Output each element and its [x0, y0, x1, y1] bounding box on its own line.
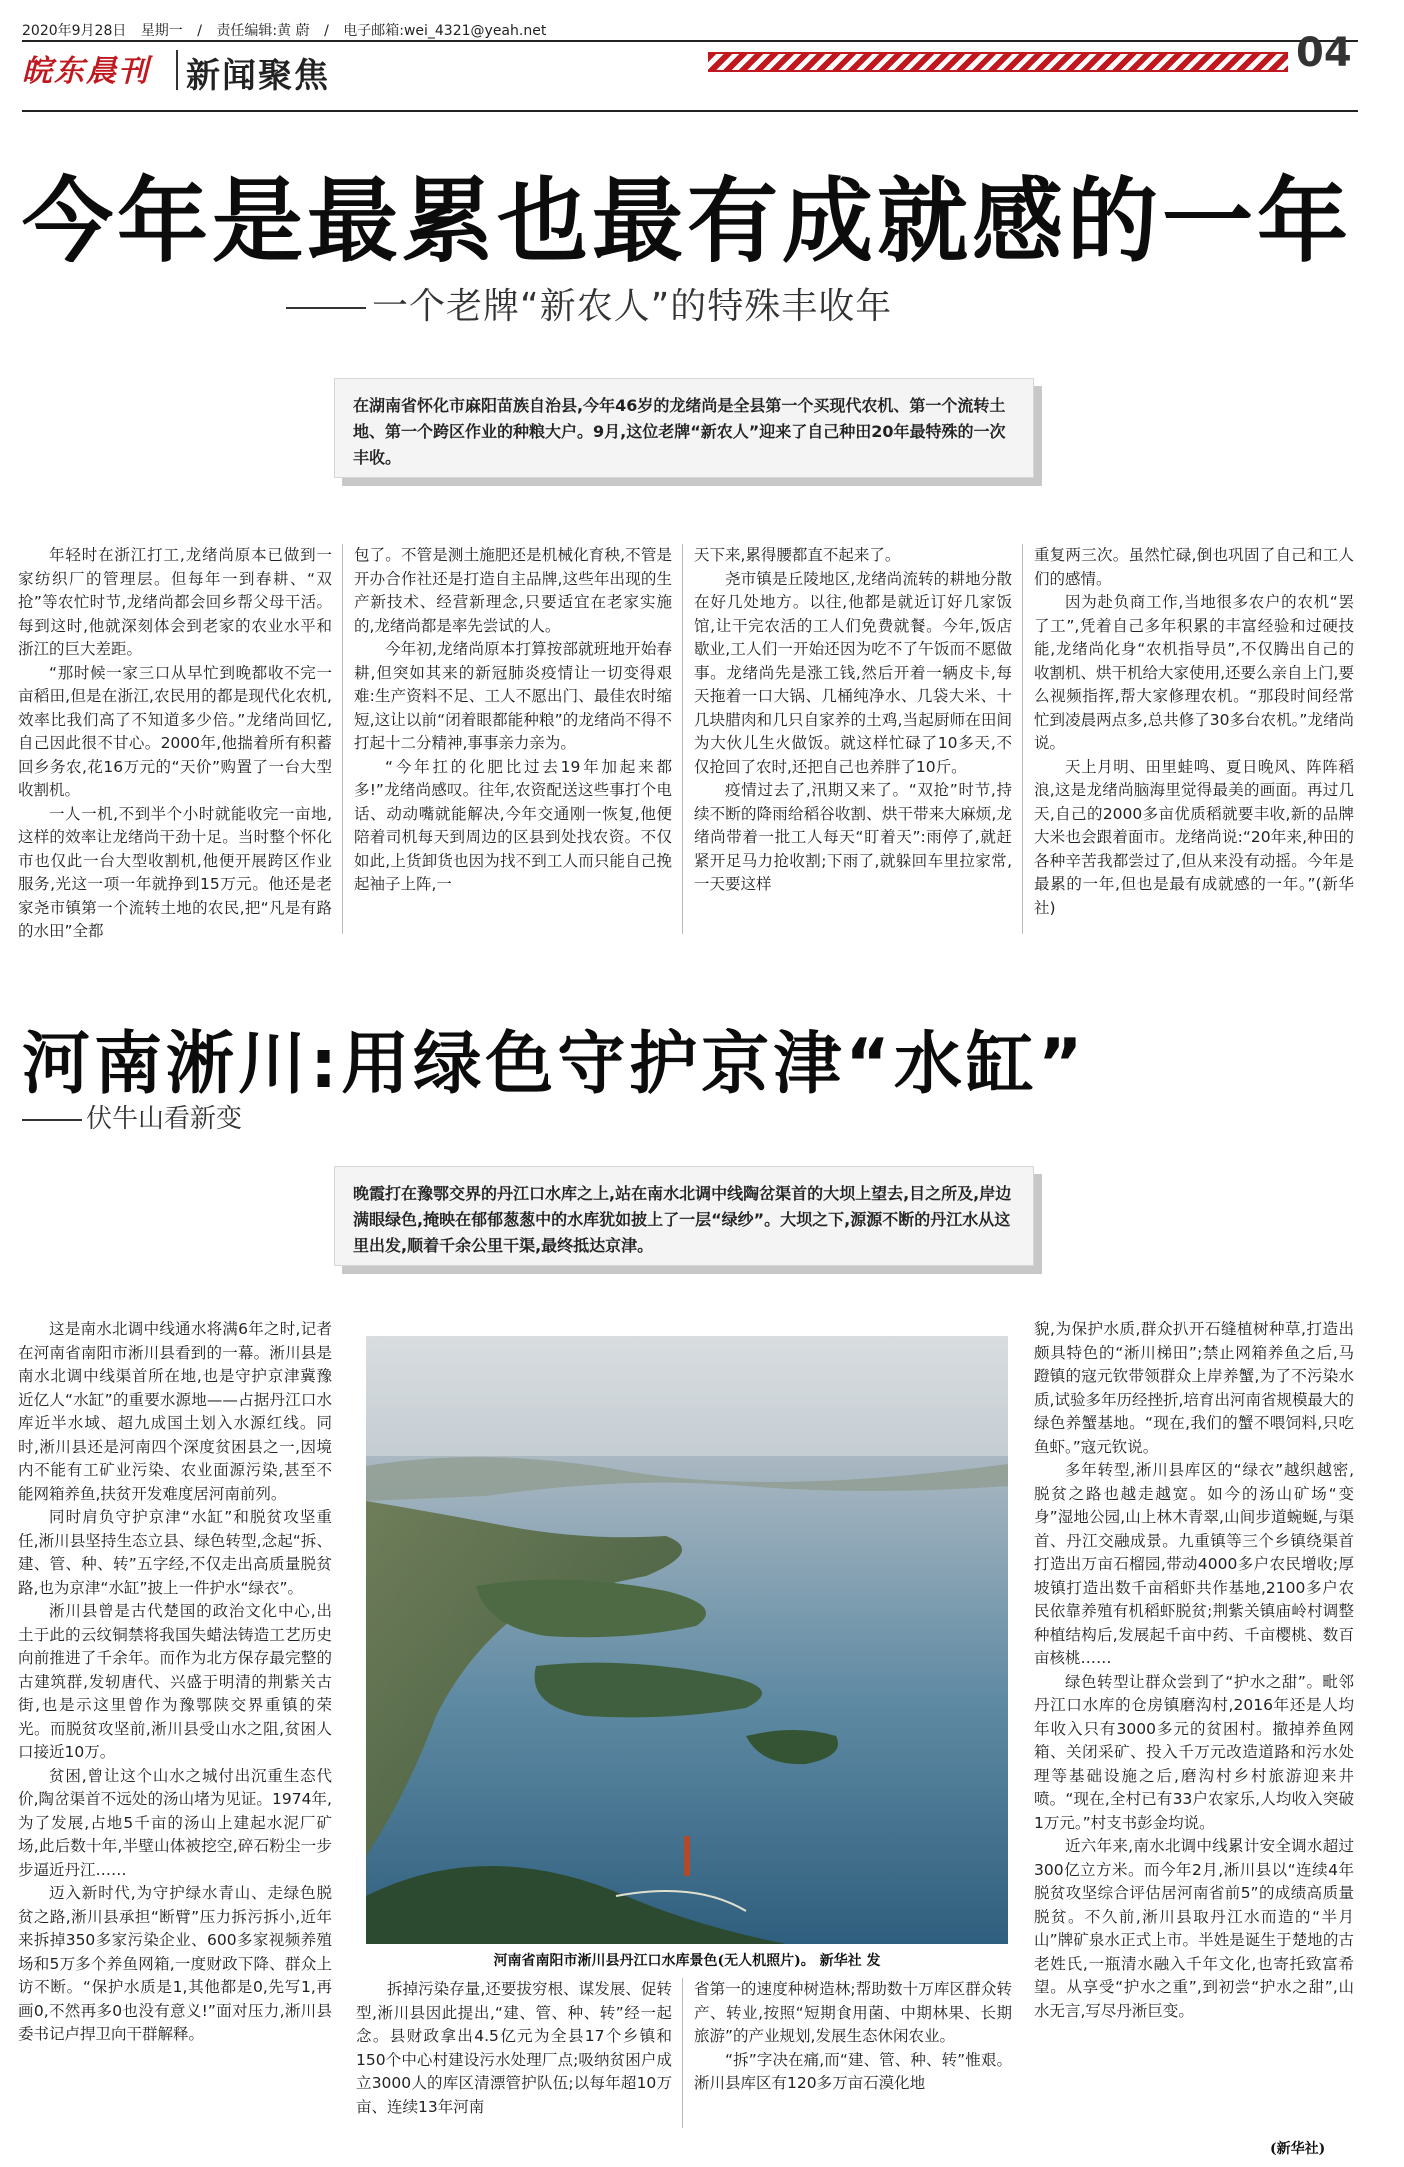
paragraph: 尧市镇是丘陵地区,龙绪尚流转的耕地分散在好几处地方。以往,他都是就近订好几家饭馆,让干完农活的工人们免费就餐。今年,饭店歇业,工人们一开始还因为吃不了午饭而不愿做事。龙绪尚先是涨工钱,然后开着一辆皮卡,每天拖着一口大锅、几桶纯净水、几袋大米、十几块腊肉和几只自家养的土鸡,当起厨师在田间为大伙儿生火做饭。就这样忙碌了10多天,不仅抢回了农时,还把自己也养胖了10斤。: [694, 569, 1012, 776]
article1-column-1: [18, 544, 332, 939]
article1-column-3: [694, 544, 1012, 939]
paragraph: 因为赴负商工作,当地很多农户的农机“罢了工”,凭着自己多年积累的丰富经验和过硬技能,龙绪尚化身“农机指导员”,不仅腾出自己的收割机、烘干机给大家使用,还要么亲自上门,要么视频指挥,帮大家修理农机。“那段时间经常忙到凌晨两点多,总共修了30多台农机。”龙绪尚说。: [1034, 593, 1354, 752]
paragraph: “那时候一家三口从早忙到晚都收不完一亩稻田,但是在浙江,农民用的都是现代化农机,效率比我们高了不知道多少倍。”龙绪尚回忆,自己因此很不甘心。2000年,他揣着所有积蓄回乡务农,花16万元的“天价”购置了一台大型收割机。: [18, 663, 332, 799]
paragraph: “拆”字决在痛,而“建、管、种、转”惟艰。淅川县库区有120多万亩石漠化地: [694, 2050, 1012, 2092]
dash-decoration: [286, 307, 366, 309]
paragraph: 一人一机,不到半个小时就能收完一亩地,这样的效率让龙绪尚干劲十足。当时整个怀化市也仅此一台大型收割机,他便开展跨区作业服务,光这一项一年就挣到15万元。他还是老家尧市镇第一个流转土地的农民,把“凡是有路的水田”全都: [18, 804, 332, 939]
header-top-rule: [22, 40, 1358, 42]
editor-credit: 责任编辑:黄 蔚: [216, 23, 310, 39]
article2-column-4: [1034, 1318, 1354, 2133]
page-number: 04: [1296, 30, 1352, 76]
header-bottom-rule: [22, 110, 1358, 112]
paragraph: 今年初,龙绪尚原本打算按部就班地开始春耕,但突如其来的新冠肺炎疫情让一切变得艰难:生产资料不足、工人不愿出门、最佳农时缩短,这让以前“闭着眼都能种粮”的龙绪尚不得不打起十二分精神,事事亲力亲为。: [354, 640, 672, 752]
photo-caption: 河南省南阳市淅川县丹江口水库景色(无人机照片)。 新华社 发: [493, 1953, 881, 1969]
masthead-info: [22, 20, 556, 40]
photo-sky: [366, 1336, 1008, 1466]
paragraph: 迈入新时代,为守护绿水青山、走绿色脱贫之路,淅川县承担“断臂”压力拆污拆小,近年来拆掉350多家污染企业、600多家视频养殖场和5万多个养鱼网箱,一度财政下降、群众上访不断。“保护水质是1,其他都是0,先写1,再画0,不然再多0也没有意义!”面对压力,淅川县委书记卢捍卫向干群解释。: [18, 1884, 332, 2043]
reservoir-photo-image: [366, 1336, 1008, 1944]
column-rule: [1022, 544, 1023, 934]
decorative-stripe: [708, 52, 1288, 72]
separator: /: [197, 23, 202, 39]
paragraph: 多年转型,淅川县库区的“绿衣”越织越密,脱贫之路也越走越宽。如今的汤山矿场“变身”湿地公园,山上林木青翠,山间步道蜿蜒,与渠首、丹江交融成景。九重镇等三个乡镇绕渠首打造出万亩石榴园,带动4000多户农民增收;厚坡镇打造出数千亩稻虾共作基地,2100多户农民依靠养殖有机稻虾脱贫;荆紫关镇庙岭村调整种植结构后,发展起千亩中药、千亩樱桃、数百亩核桃……: [1034, 1461, 1354, 1667]
issue-date: 2020年9月28日: [22, 23, 127, 39]
article2-column-3: [694, 1978, 1012, 2128]
editor-email: 电子邮箱:wei_4321@yeah.net: [343, 23, 547, 39]
paragraph: 天上月明、田里蛙鸣、夏日晚风、阵阵稻浪,这是龙绪尚脑海里觉得最美的画面。再过几天,自己的2000多亩优质稻就要丰收,新的品牌大米也会跟着面市。龙绪尚说:“20年来,种田的各种辛苦我都尝过了,但从来没有动摇。今年是最累的一年,但也是最有成就感的一年。”(新华社): [1034, 757, 1354, 917]
brand-divider: [176, 50, 178, 90]
paragraph: 貌,为保护水质,群众扒开石缝植树种草,打造出颇具特色的“淅川梯田”;禁止网箱养鱼之后,马蹬镇的寇元钦带领群众上岸养蟹,为了不污染水质,试验多年历经挫折,培育出河南省规模最大的绿色养蟹基地。“现在,我们的蟹不喂饲料,只吃鱼虾。”寇元钦说。: [1034, 1320, 1354, 1456]
paragraph: 近六年来,南水北调中线累计安全调水超过300亿立方米。而今年2月,淅川县以“连续4年脱贫攻坚综合评估居河南省前5”的成绩高质量脱贫。不久前,淅川县取丹江水而造的“半月山”牌矿泉水正式上市。半姓是诞生于楚地的古老姓氏,一瓶清水融入千年文化,也寄托致富希望。从享受“护水之重”,到初尝“护水之甜”,山水无言,写尽丹淅巨变。: [1034, 1837, 1354, 2020]
article1-subheadline: [286, 278, 892, 329]
paragraph: 年轻时在浙江打工,龙绪尚原本已做到一家纺织厂的管理层。但每年一到春耕、“双抢”等农忙时节,龙绪尚都会回乡帮父母干活。每到这时,他就深刻体会到老家的农业水平和浙江的巨大差距。: [18, 546, 332, 658]
paragraph: 天下来,累得腰都直不起来了。: [694, 546, 901, 564]
article1-lead: [334, 378, 1034, 478]
paragraph: 省第一的速度种树造林;帮助数十万库区群众转产、转业,按照“短期食用菌、中期林果、长期旅游”的产业规划,发展生态休闲农业。: [694, 1980, 1012, 2045]
article2-subheadline: [22, 1098, 242, 1135]
article1-subtitle-text: 一个老牌“新农人”的特殊丰收年: [372, 286, 893, 327]
newspaper-brand: 皖东晨刊: [22, 54, 150, 89]
article1-lead-text: 在湖南省怀化市麻阳苗族自治县,今年46岁的龙绪尚是全县第一个买现代农机、第一个流转土地、第一个跨区作业的种粮大户。9月,这位老牌“新农人”迎来了自己种田20年最特殊的一次丰收。: [353, 396, 1006, 467]
column-rule: [342, 544, 343, 934]
article2-lead: [334, 1166, 1034, 1266]
paragraph: “今年扛的化肥比过去19年加起来都多!”龙绪尚感叹。往年,农资配送这些事打个电话、动动嘴就能解决,今年交通刚一恢复,他便陪着司机每天到周边的区县到处找农资。不仅如此,上货卸货也因为找不到工人而只能自己挽起袖子上阵,一: [354, 757, 672, 893]
article2-lead-text: 晚霞打在豫鄂交界的丹江口水库之上,站在南水北调中线陶岔渠首的大坝上望去,目之所及,岸边满眼绿色,掩映在郁郁葱葱中的水库犹如披上了一层“绿纱”。大坝之下,源源不断的丹江水从这里出发,顺着千余公里干渠,最终抵达京津。: [353, 1184, 1012, 1255]
article2-credit: (新华社): [1270, 2141, 1326, 2157]
dash-decoration: [22, 1119, 82, 1121]
column-rule: [682, 1978, 683, 2128]
paragraph: 贫困,曾让这个山水之城付出沉重生态代价,陶岔渠首不远处的汤山堵为见证。1974年,为了发展,占地5千亩的汤山上建起水泥厂矿场,此后数十年,半壁山体被挖空,碎石粉尘一步步逼近丹江……: [18, 1766, 332, 1879]
paragraph: 淅川县曾是古代楚国的政治文化中心,出土于此的云纹铜禁将我国失蜡法铸造工艺历史向前推进了千余年。而作为北方保存最完整的古建筑群,发轫唐代、兴盛于明清的荆紫关古街,也是示这里曾作为豫鄂陕交界重镇的荣光。而脱贫攻坚前,淅川县受山水之阻,贫困人口接近10万。: [18, 1602, 332, 1761]
paragraph: 包了。不管是测土施肥还是机械化育秧,不管是开办合作社还是打造自主品牌,这些年出现的生产新技术、经营新理念,只要适宜在老家实施的,龙绪尚都是率先尝试的人。: [354, 546, 672, 635]
article2-subtitle-text: 伏牛山看新变: [86, 1104, 243, 1134]
article2-column-2: [356, 1978, 672, 2128]
column-rule: [682, 544, 683, 934]
reservoir-photo: [366, 1336, 1008, 1944]
paragraph: 拆掉污染存量,还要拔穷根、谋发展、促转型,淅川县因此提出,“建、管、种、转”经一起念。县财政拿出4.5亿元为全县17个乡镇和150个中心村建设污水处理厂点;吸纳贫困户成立3000人的库区清漂管护队伍;以每年超10万亩、连续13年河南: [356, 1980, 672, 2116]
section-title: 新闻聚焦: [186, 56, 330, 96]
article1-column-2: [354, 544, 672, 939]
article2-headline: 河南淅川:用绿色守护京津“水缸”: [22, 1025, 1087, 1104]
photo-pagoda: [684, 1836, 690, 1876]
separator: /: [324, 23, 329, 39]
paragraph: 绿色转型让群众尝到了“护水之甜”。毗邻丹江口水库的仓房镇磨沟村,2016年还是人均年收入只有3000多元的贫困村。撤掉养鱼网箱、关闭采矿、投入千万元改造道路和污水处理等基础设施之后,磨沟村乡村旅游迎来井喷。“现在,全村已有33户农家乐,人均收入突破1万元。”村支书彭金均说。: [1034, 1672, 1354, 1832]
article1-column-4: [1034, 544, 1354, 939]
paragraph: 同时肩负守护京津“水缸”和脱贫攻坚重任,淅川县坚持生态立县、绿色转型,念起“拆、建、管、种、转”五字经,不仅走出高质量脱贫路,也为京津“水缸”披上一件护水“绿衣”。: [18, 1508, 332, 1597]
paragraph: 重复两三次。虽然忙碌,倒也巩固了自己和工人们的感情。: [1034, 546, 1354, 588]
issue-weekday: 星期一: [140, 23, 183, 39]
paragraph: 这是南水北调中线通水将满6年之时,记者在河南省南阳市淅川县看到的一幕。淅川县是南水北调中线渠首所在地,也是守护京津冀豫近亿人“水缸”的重要水源地——占据丹江口水库近半水域、超九成国土划入水源红线。同时,淅川县还是河南四个深度贫困县之一,因境内不能有工矿业污染、农业面源污染,甚至不能网箱养鱼,扶贫开发难度居河南前列。: [18, 1320, 332, 1503]
article1-headline: 今年是最累也最有成就感的一年: [22, 168, 1353, 275]
article2-column-1: [18, 1318, 332, 2118]
paragraph: 疫情过去了,汛期又来了。“双抢”时节,持续不断的降雨给稻谷收割、烘干带来大麻烦,龙绪尚带着一批工人每天“盯着天”:雨停了,就赶紧开足马力抢收割;下雨了,就躲回车里拉家常,一天要这样: [694, 781, 1012, 893]
